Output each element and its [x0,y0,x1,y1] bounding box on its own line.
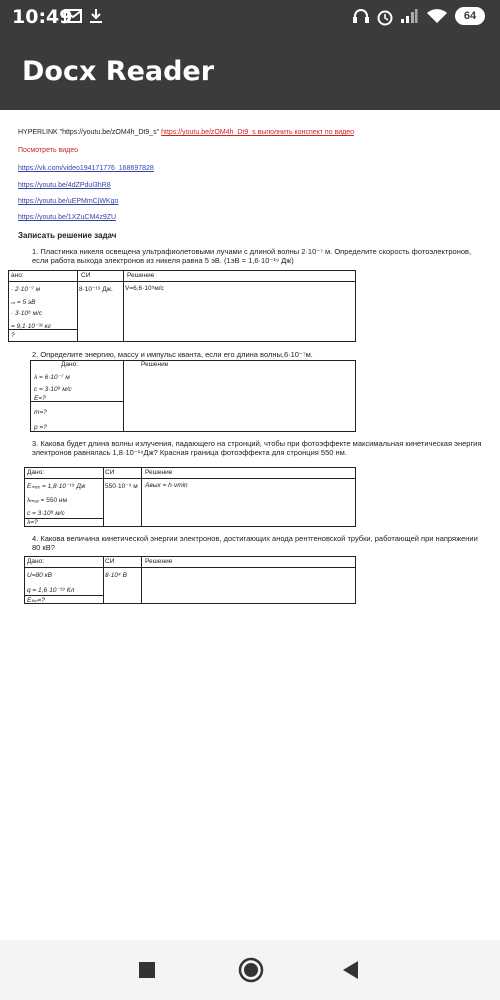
home-button[interactable] [237,956,265,984]
task-1-solution: V=6,6·10⁵м/с [125,285,164,292]
task-3-text: 3. Какова будет длина волны излучения, падающего на стронций, чтобы при фотоэффекте максимальная кинетическая энергия электронов равнялась 1,8·10⁻¹⁹Дж? Красная граница фотоэффекта для стронция 550 нм. [32,439,482,457]
status-bar [0,0,500,34]
back-button[interactable] [338,956,366,984]
back-triangle-icon [338,956,366,984]
task-3-given-4: λ=? [27,519,38,526]
task-1-si: 8·10⁻¹⁹ Дж. [79,286,113,293]
signal-icon [400,8,418,24]
task-2-given-5: p =? [34,424,47,431]
video-link-2[interactable]: https://youtu.be/4dZPdul3hR8 [18,182,111,189]
task-3-header-given: Дано: [27,469,45,476]
app-bar [0,34,500,110]
video-link-1[interactable]: https://vk.com/video194171776_168697828 [18,165,154,172]
task-4-given-3: Eₖᵢₙ=? [27,597,45,604]
hyperlink-line [18,129,354,136]
status-time: 10:49 [12,6,73,28]
headset-icon [352,8,370,24]
task-3-given-3: c = 3·10⁸ м/с [27,510,65,517]
task-1-text: 1. Пластинка никеля освещена ультрафиолетовыми лучами с длиной волны 2·10⁻⁷ м. Определите скорость фотоэлектронов, если работа выхода электронов из никеля равна 5 эВ. (1эВ = 1,6·10⁻¹⁹ Дж) [32,247,472,265]
task-3-given-1: Eₘₐₓ = 1,8·10⁻¹⁹ Дж [27,483,86,490]
task-2-given-3: E=? [34,395,46,402]
recents-button[interactable] [135,958,159,982]
task-2-text: 2. Определите энергию, массу и импульс кванта, если его длина волны,6·10⁻⁷м. [32,350,313,359]
task-1-given-4: = 9,1·10⁻³¹ кг [11,323,51,330]
task-3-header-solution: Решение [145,469,173,476]
task-4-text: 4. Какова величина кинетической энергии электронов, достигающих анода рентгеновской трубки, работающей при напряжении 80 кВ? [32,534,478,552]
task-3-si: 550·10⁻⁹ м [105,483,138,490]
task-1-given-2: ₘ = 5 эВ [11,299,36,306]
download-icon [88,8,104,24]
task-3-header-si: СИ [105,469,115,476]
task-1-given-3: · 3·10⁸ м/с [11,310,43,317]
task-4-header-si: СИ [105,558,115,565]
video-link-3[interactable]: https://youtu.be/uEPMmCjWKgo [18,198,119,205]
task-1-table [8,270,356,342]
task-1-given-5: ? [11,332,15,339]
battery-level: 64 [463,10,477,22]
task-2-given-1: λ = 6·10⁻⁷ м [34,374,70,381]
task-4-si: 8·10⁴ В [105,572,127,579]
battery-icon [455,7,485,25]
watch-video-link[interactable]: Посмотреть видео [18,147,79,154]
task-2-header-solution: Решение [141,361,169,368]
task-2-header-given: Дано: [61,361,79,368]
task-4-given-2: q = 1,6·10⁻¹⁹ Кл [27,587,75,594]
task-1-header-given: ано: [11,272,24,279]
task-4-table [24,556,356,604]
hyperlink-field-text: HYPERLINK "https://youtu.be/zOM4h_Dt9_s" [18,129,160,136]
square-icon [139,962,155,978]
task-2-given-2: c = 3·10⁸ м/с [34,386,72,393]
task-3-table [24,467,356,527]
alarm-icon [376,8,394,26]
task-2-given-4: m=? [34,409,47,416]
navigation-bar [0,940,500,1000]
document-view[interactable] [0,110,500,940]
task-4-given-1: U=80 кВ [27,572,52,579]
section-title: Записать решение задач [18,231,117,240]
task-1-given-1: · 2·10⁻⁷ м [11,286,41,293]
task-2-table [30,360,356,432]
video-link-4[interactable]: https://youtu.be/1XZuCM4z9ZU [18,214,117,221]
hyperlink-link[interactable]: https://youtu.be/zOM4h_Dt9_s выполнить конспект по видео [161,129,355,136]
circle-icon [237,956,265,984]
task-3-solution: Aвых = h·νmin [145,482,188,489]
wifi-icon [426,8,448,24]
task-3-given-2: λₘₐₓ = 550 нм [27,497,67,504]
task-1-header-solution: Решение [127,272,155,279]
app-title: Docx Reader [22,56,215,87]
task-4-header-solution: Решение [145,558,173,565]
mail-icon [64,8,82,24]
task-1-header-si: СИ [81,272,91,279]
task-4-header-given: Дано: [27,558,45,565]
